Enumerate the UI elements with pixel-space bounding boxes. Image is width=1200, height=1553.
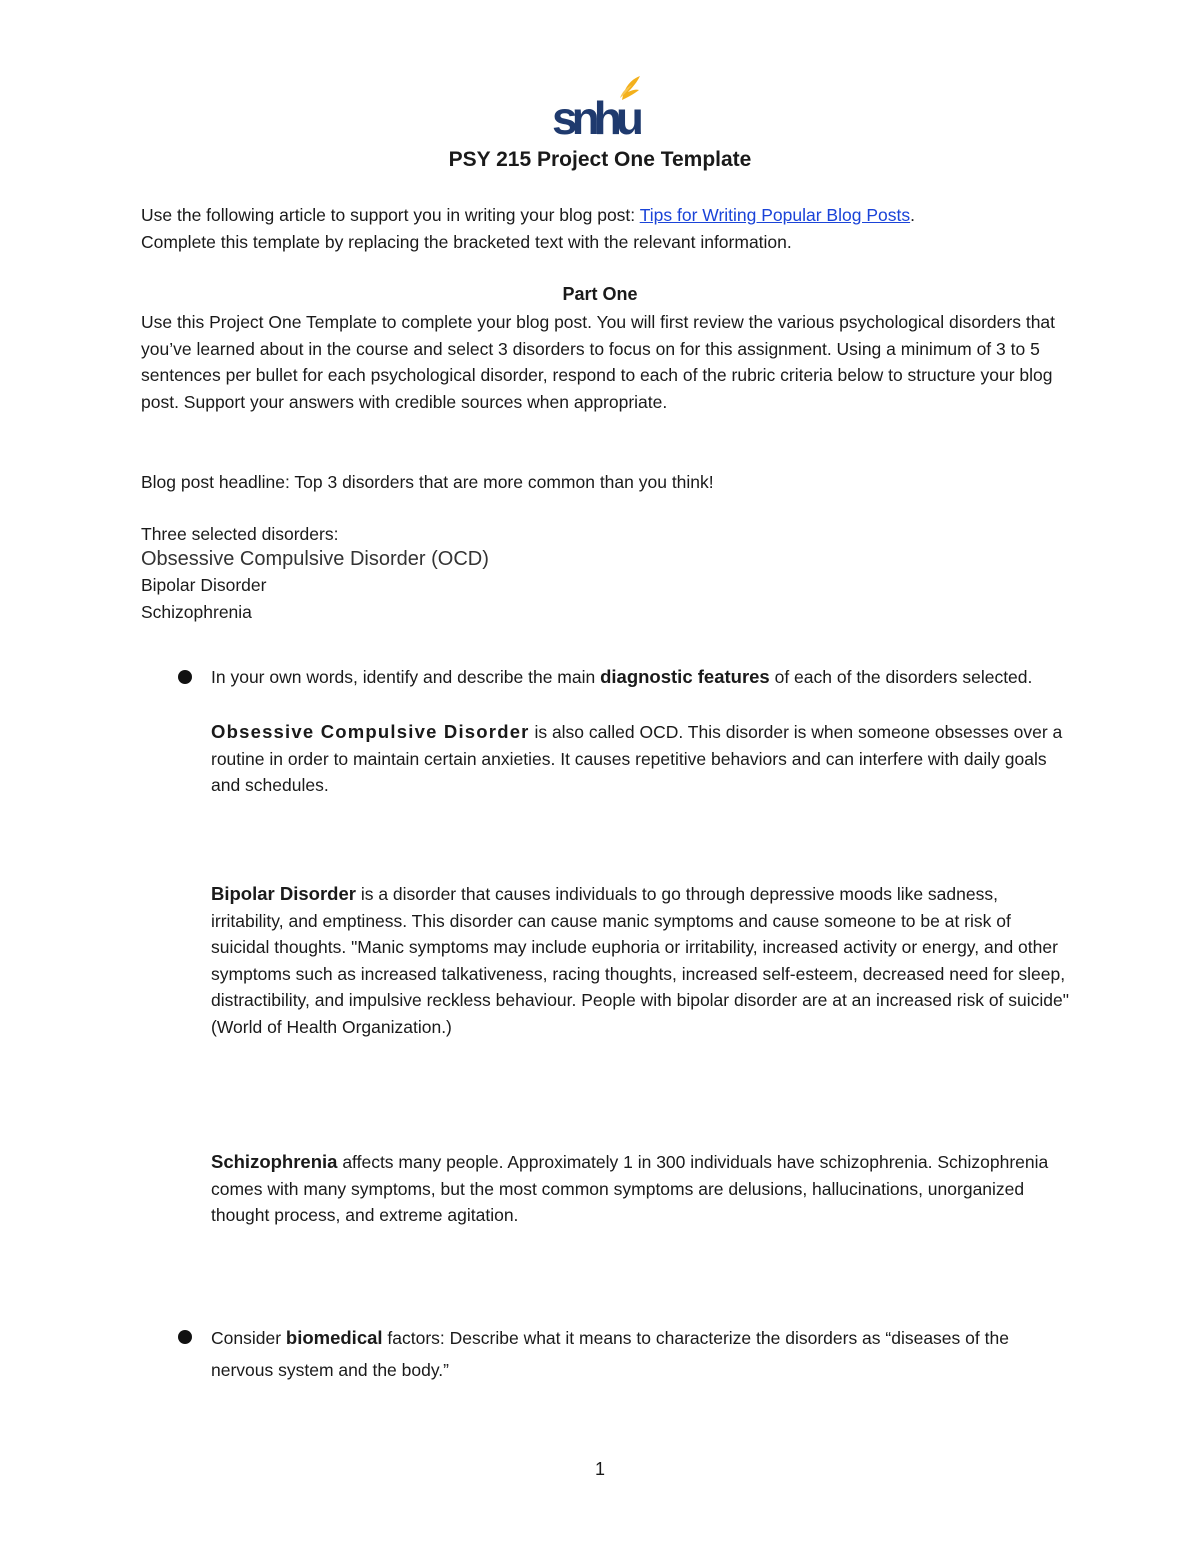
part-one-heading: Part One (562, 284, 638, 304)
schizophrenia-answer (211, 1149, 1071, 1229)
intro-period: . (910, 205, 915, 225)
criteria-2-emphasis: biomedical (285, 1327, 383, 1348)
bullet-icon (178, 1330, 192, 1344)
criteria-2-prefix: Consider (211, 1328, 286, 1348)
criteria-2-suffix: factors: Describe what it means to characterize the disorders as “diseases of the nervous system and the body.” (211, 1328, 1009, 1380)
logo-wordmark: snhu (552, 92, 642, 140)
selected-disorder-schizophrenia: Schizophrenia (141, 602, 252, 622)
selected-disorders-label: Three selected disorders: (141, 524, 339, 544)
bipolar-answer (211, 881, 1071, 1041)
selected-disorder-bipolar: Bipolar Disorder (141, 575, 267, 595)
part-one-body: Use this Project One Template to complete your blog post. You will first review the various psychological disorders that you’ve learned about in the course and select 3 disorders to focus on for this assignment. Using a minimum of 3 to 5 sentences per bullet for each psychological disorder, respond to each of the rubric criteria below to structure your blog post. Support your answers with credible sources when appropriate. (141, 312, 1056, 412)
bipolar-term: Bipolar Disorder (211, 883, 356, 904)
page-title: PSY 215 Project One Template (448, 148, 752, 171)
schizophrenia-text: affects many people. Approximately 1 in 300 individuals have schizophrenia. Schizophrenia comes with many symptoms, but the most common symptoms are delusions, hallucinations, unorganized thought process, and extreme agitation. (211, 1152, 1049, 1226)
bullet-icon (178, 670, 192, 684)
blog-tips-link[interactable]: Tips for Writing Popular Blog Posts (639, 205, 911, 225)
ocd-answer (211, 719, 1071, 799)
schizophrenia-term: Schizophrenia (211, 1151, 338, 1172)
criteria-1-emphasis: diagnostic features (600, 666, 770, 687)
intro-text: Use the following article to support you in writing your blog post: (141, 205, 640, 225)
blog-headline: Blog post headline: Top 3 disorders that are more common than you think! (141, 472, 714, 492)
criteria-1-prefix: In your own words, identify and describe the main (211, 667, 601, 687)
criteria-1-suffix: of each of the disorders selected. (769, 667, 1033, 687)
criteria-biomedical-factors (211, 1322, 1071, 1386)
intro-paragraph (141, 202, 1081, 255)
bipolar-text: is a disorder that causes individuals to go through depressive moods like sadness, irritability, and emptiness. This disorder can cause manic symptoms and cause someone to be at risk of suicidal thoughts. "Manic symptoms may include euphoria or irritability, increased activity or energy, and other symptoms such as increased talkativeness, racing thoughts, increased self-esteem, decreased need for sleep, distractibility, and impulsive reckless behaviour. People with bipolar disorder are at an increased risk of suicide" (World of Health Organization.) (211, 884, 1069, 1037)
page-number: 1 (594, 1459, 605, 1479)
selected-disorder-ocd: Obsessive Compulsive Disorder (OCD) (141, 548, 489, 570)
intro-line-2: Complete this template by replacing the bracketed text with the relevant information. (141, 231, 792, 252)
ocd-term: Obsessive Compulsive Disorder (211, 721, 530, 742)
snhu-logo (552, 74, 644, 140)
criteria-diagnostic-features (211, 661, 1071, 693)
ocd-text: is also called OCD. This disorder is when someone obsesses over a routine in order to maintain certain anxieties. It causes repetitive behaviors and can interfere with daily goals and schedules. (211, 722, 1063, 796)
